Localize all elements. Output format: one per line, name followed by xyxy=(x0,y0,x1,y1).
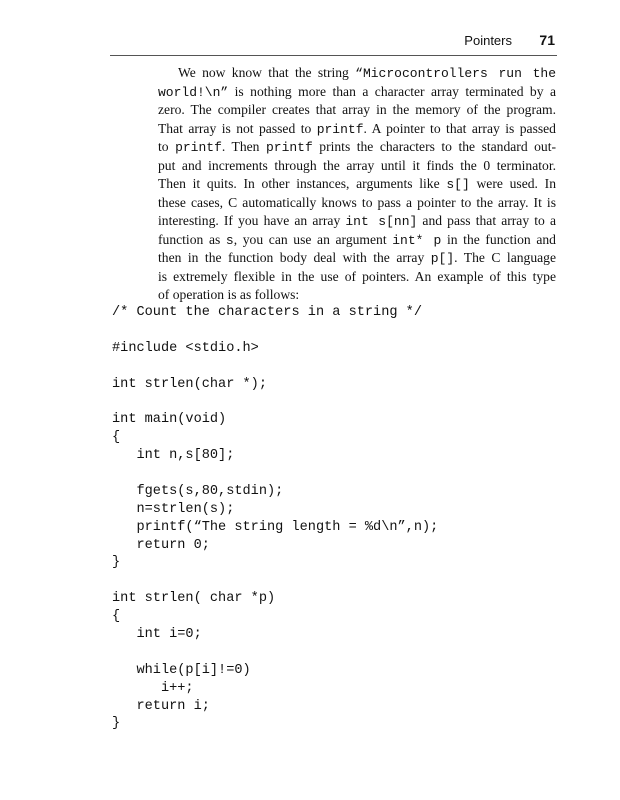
paragraph-line xyxy=(158,83,556,102)
paragraph-line xyxy=(158,212,556,231)
text-run: function as xyxy=(158,231,226,247)
text-run: these cases, C automatically knows to pass a pointer to the array. It is xyxy=(158,194,556,210)
paragraph-line xyxy=(158,64,556,83)
text-run: prints the characters to the standard out- xyxy=(312,139,557,154)
inline-code: “Microcontrollers run the xyxy=(355,66,556,81)
page-number: 71 xyxy=(539,32,555,48)
paragraph-line xyxy=(158,175,556,194)
inline-code: s[] xyxy=(446,177,470,192)
code-line: return 0; xyxy=(112,537,210,553)
code-line: int strlen( char *p) xyxy=(112,591,276,607)
text-run: , you can use an argument xyxy=(233,231,393,247)
text-run: That array is not passed to xyxy=(158,120,317,136)
inline-code: int s[nn] xyxy=(345,214,418,229)
text-run: . A pointer to that array is passed xyxy=(363,120,556,136)
text-run: Then it quits. In other instances, arguments like xyxy=(158,176,447,191)
inline-code: world!\n” xyxy=(158,84,229,100)
code-line xyxy=(112,322,438,340)
code-listing xyxy=(112,304,438,733)
inline-code: p[] xyxy=(430,251,455,266)
text-run: is extremely flexible in the use of pointers. An example of this type xyxy=(158,268,556,284)
text-run: zero. The compiler creates that array in the memory of the program. xyxy=(158,102,556,117)
paragraph-line xyxy=(158,249,556,268)
text-run: interesting. If you have an array xyxy=(158,213,346,228)
code-line: fgets(s,80,stdin); xyxy=(112,483,284,499)
inline-code: s xyxy=(225,232,234,248)
text-run: and pass that array to a xyxy=(417,213,556,228)
section-title: Pointers xyxy=(464,33,512,48)
code-line xyxy=(112,644,438,662)
running-header xyxy=(110,33,557,56)
text-run: then in the function body deal with the array xyxy=(158,250,431,265)
inline-code: printf xyxy=(175,140,222,155)
code-line: printf(“The string length = %d\n”,n); xyxy=(112,519,439,535)
code-line: int strlen(char *); xyxy=(112,376,267,392)
code-line: return i; xyxy=(112,698,210,714)
text-run: We now know that the string xyxy=(178,65,356,80)
inline-code: printf xyxy=(316,121,364,137)
text-run: in the function and xyxy=(441,231,556,247)
code-line: #include <stdio.h> xyxy=(112,340,259,356)
paragraph-line xyxy=(158,286,556,305)
code-line xyxy=(112,572,438,590)
text-run: of operation is as follows: xyxy=(158,287,300,302)
code-line: n=strlen(s); xyxy=(112,501,235,517)
text-run: is nothing more than a character array terminated by a xyxy=(228,83,556,99)
paragraph-line xyxy=(158,138,556,157)
code-line: /* Count the characters in a string */ xyxy=(112,305,422,320)
code-line xyxy=(112,358,438,376)
code-line: int main(void) xyxy=(112,412,227,428)
paragraph-line xyxy=(158,101,556,120)
body-paragraph xyxy=(158,64,556,305)
text-run: were used. In xyxy=(469,176,556,191)
text-run: . Then xyxy=(221,139,266,154)
paragraph-line xyxy=(158,120,556,139)
paragraph-line xyxy=(158,231,556,250)
text-run: to xyxy=(158,139,176,154)
paragraph-line xyxy=(158,268,556,287)
text-run: put and increments through the array until it finds the 0 terminator. xyxy=(158,157,556,173)
code-line: while(p[i]!=0) xyxy=(112,662,251,678)
code-line: int n,s[80]; xyxy=(112,448,235,464)
code-line: { xyxy=(112,609,121,625)
inline-code: int* p xyxy=(392,232,442,248)
code-line xyxy=(112,393,438,411)
code-line: { xyxy=(112,430,121,446)
code-line: i++; xyxy=(112,680,194,696)
code-line: } xyxy=(112,716,121,732)
code-line xyxy=(112,465,438,483)
code-line: int i=0; xyxy=(112,627,202,643)
text-run: . The C language xyxy=(454,250,556,265)
paragraph-line xyxy=(158,157,556,176)
inline-code: printf xyxy=(265,140,313,155)
paragraph-line xyxy=(158,194,556,213)
code-line: } xyxy=(112,555,121,571)
